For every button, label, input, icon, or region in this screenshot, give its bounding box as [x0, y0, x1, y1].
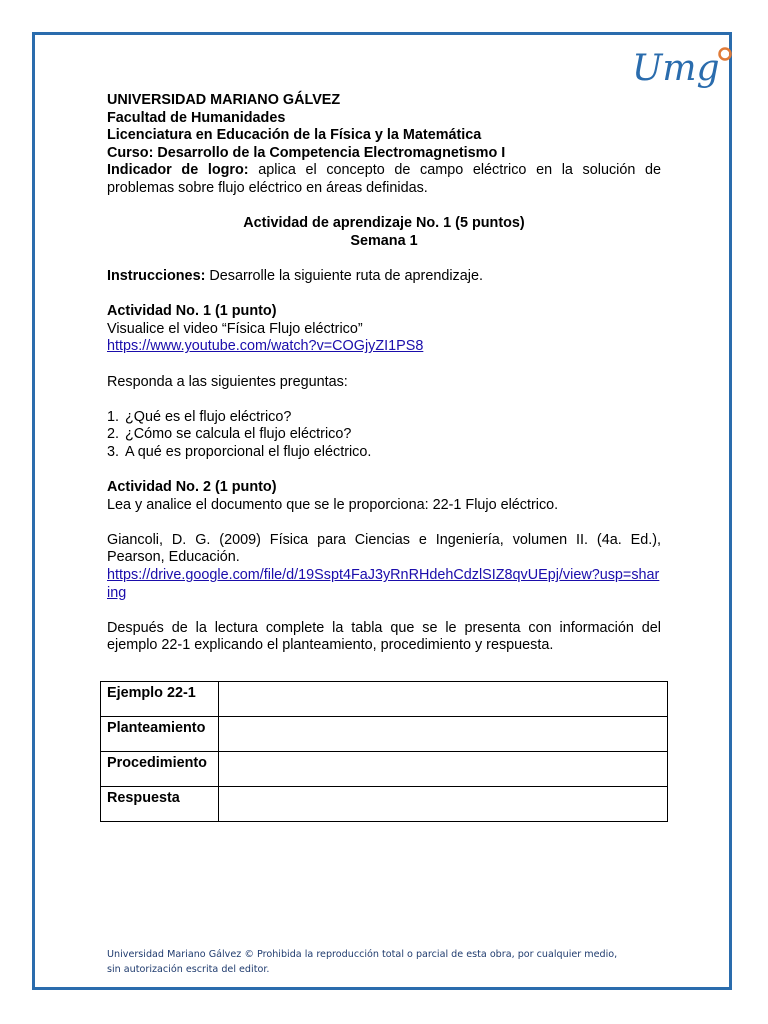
activity1-prompt: Responda a las siguientes preguntas: [107, 373, 348, 390]
table-label: Procedimiento [101, 752, 219, 787]
table-label: Planteamiento [101, 717, 219, 752]
activity-title: Actividad de aprendizaje No. 1 (5 puntos) [243, 215, 525, 232]
list-item: 1. ¿Qué es el flujo eléctrico? [107, 408, 292, 425]
list-item: 2. ¿Cómo se calcula el flujo eléctrico? [107, 426, 352, 443]
footer-line-1: Universidad Mariano Gálvez © Prohibida la reproducción total o parcial de esta obra, por cualquier medio, [107, 949, 618, 960]
list-item: 3. A qué es proporcional el flujo eléctrico. [107, 443, 372, 460]
table-label: Ejemplo 22-1 [101, 682, 219, 717]
footer-line-2: sin autorización escrita del editor. [107, 964, 270, 975]
instructions-label: Instrucciones: [107, 267, 206, 284]
degree-name: Licenciatura en Educación de la Física y la Matemática [107, 127, 482, 144]
citation: Giancoli, D. G. (2009) Física para Ciencias e Ingeniería, volumen II. (4a. Ed.), Pearson, Educación. [107, 531, 661, 566]
table-cell[interactable] [219, 682, 668, 717]
table-cell[interactable] [219, 787, 668, 822]
table-row [101, 717, 668, 752]
indicator-text: aplica el concepto de campo eléctrico en la solución de problemas sobre flujo eléctrico en áreas definidas. [107, 162, 661, 196]
umg-logo [630, 40, 736, 92]
logo-accent-icon [720, 49, 731, 60]
table-row [101, 752, 668, 787]
instructions [107, 268, 661, 286]
week-label: Semana 1 [350, 232, 418, 249]
document-body [107, 92, 661, 655]
activity2-after-text: Después de la lectura complete la tabla que se le presenta con información del ejemplo 22-1 explicando el planteamiento, procedimiento y respuesta. [107, 619, 661, 654]
activity2-title: Actividad No. 2 (1 punto) [107, 479, 277, 496]
table-label: Respuesta [101, 787, 219, 822]
indicator-label: Indicador de logro: [107, 162, 249, 179]
university-name: UNIVERSIDAD MARIANO GÁLVEZ [107, 92, 341, 108]
activity1-title: Actividad No. 1 (1 punto) [107, 303, 277, 320]
drive-link[interactable]: https://drive.google.com/file/d/19Sspt4FaJ3yRnRHdehCdzlSIZ8qvUEpj/view?usp=sharing [107, 567, 660, 601]
activity1-video-text: Visualice el video “Física Flujo eléctrico” [107, 320, 363, 337]
example-table [100, 681, 668, 822]
faculty-name: Facultad de Humanidades [107, 109, 286, 126]
activity2-text: Lea y analice el documento que se le proporciona: 22-1 Flujo eléctrico. [107, 496, 559, 513]
table-row [101, 682, 668, 717]
copyright-footer [107, 947, 667, 977]
table-cell[interactable] [219, 752, 668, 787]
course-name: Curso: Desarrollo de la Competencia Electromagnetismo I [107, 144, 506, 161]
table-row [101, 787, 668, 822]
instructions-text: Desarrolle la siguiente ruta de aprendizaje. [209, 267, 483, 284]
table-cell[interactable] [219, 717, 668, 752]
questions-list [107, 409, 661, 462]
youtube-link[interactable]: https://www.youtube.com/watch?v=COGjyZI1PS8 [107, 338, 424, 355]
achievement-indicator [107, 162, 661, 197]
logo-text: Umg [632, 48, 720, 89]
